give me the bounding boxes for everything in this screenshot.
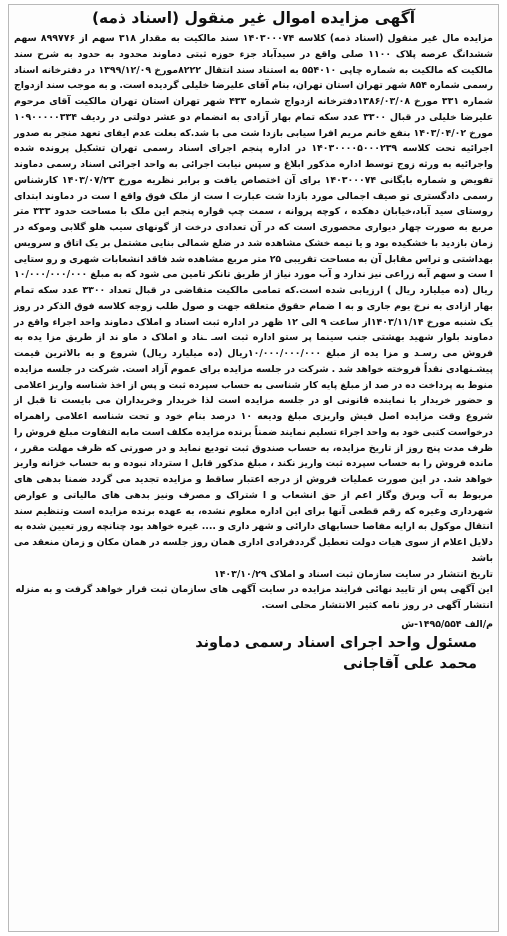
publish-date-line: تاریخ انتشار در سایت سازمان ثبت اسناد و املاک ۱۴۰۳/۱۰/۲۹ (213, 568, 493, 580)
auction-notice (8, 4, 499, 932)
notice-title: آگهی مزایده اموال غیر منقول (اسناد ذمه) (91, 9, 416, 27)
signature-block (14, 617, 493, 675)
signatory-title: مسئول واحد اجرای اسناد رسمی دماوند (195, 634, 477, 651)
notice-body: مزایده مال غیر منقول (اسناد ذمه) کلاسه ۱۴۰۳۰۰۰۷۴ سند مالکیت به مقدار ۳۱۸ سهم از ۸۹۹۷۷۶ سهم ششدانگ عرصه پلاک ۱۱۰۰ صلی واقع در سیدآباد جزء حوزه ثبتی دماوند محدود به حدود به شرح سند مالکیت که مالکیت به شماره چاپی ۵۵۴۰۱۰ به استناد سند انتقال ۸۲۲۲مورخ ۱۳۹۹/۱۲/۰۹ در دفترخانه اسناد رسمی شماره ۸۵۴ شهر تهران استان تهران، بنام آقای علیرضا خلیلی گردیده است. و به موجب سند ازدواج شماره ۳۳۱ مورخ ۱۳۸۶/۰۳/۰۸دفترخانه ازدواج شماره ۴۳۳ شهر تهران استان تهران مالکیت آقای مرحوم علیرضا خلیلی در قبال ۳۳۰۰ عدد سکه تمام بهار آزادی به انضمام دو عشر دولتی در ردیف ۱۰۹۰۰۰۰۰۳۳۴ مورخ ۱۴۰۳/۰۴/۰۲ بنفع خانم مریم افرا سیابی بازدا شت می با شد.که بعلت عدم ایفای تعهد منجر به صدور اجرائیه تحت کلاسه ۱۴۰۳۰۰۰۰۵۰۰۰۲۳۹ در اداره پنجم اجرای اسناد رسمی تهران تشکیل پرونده شده واجرائیه به ورثه زوج توسط اداره مذکور ابلاغ و سپس نیابت اجرائی به واحد اجرائی اسناد رسمی دماوند تفویض و شماره بایگانی ۱۴۰۳۰۰۰۷۴ برای آن اختصاص یافت و برابر نظریه مورخ ۱۴۰۳/۰۷/۲۳ کارشناس رسمی دادگستری تو صیف اجمالی مورد بازدا شت عبارت ا ست از ملک فوق واقع ا ست در دماوند ابتدای روستای سید آباد،خیابان دهکده ، کوچه پروانه ، سمت چپ قواره پنجم این ملک با مساحت حدود ۳۳۳ متر مربع به صورت چهار دیواری محصوری است که در آن تعدادی درخت از گونهای سیب هلو گلابی وموکه در زمان بازدید با خشکیده بود و یا نیمه خشک مشاهده شد در ضلع شمالی بنایی مشتمل بر یک اتاق و سرویس بهداشتی و تراس مقابل آن به مساحت تقریبی ۲۵ متر مربع مشاهده شد فاقد انشعابات شهری و رو ستایی ا ست و سهم آبه زراعی نیز ندارد و آب مورد نیاز از طریق تانکر تامین می شود که به مبلغ ۱۰/۰۰۰/۰۰۰/۰۰۰ ریال (ده میلیارد ریال ) ارزیابی شده است.که تمامی مالکیت متقاضی در قبال تعداد ۳۳۰۰ عدد سکه تمام بهار ازادی به نرخ یوم جاری و به ا ضمام حقوق متعلقه جهت و صول طلب زوجه کلاسه فوق الذکر در روز یک شنبه مورخ ۱۴۰۳/۱۱/۱۴از ساعت ۹ الی ۱۲ ظهر در اداره ثبت اسناد و املاک دماوند واحد اجراء واقع در دماوند بلوار شهید بهشتی جنب سینما پر ستو اداره ثبت اسـ ـناد و املاک د ماو ند از طریق مزا یده به فروش می رسـد و مزا یده از مبلغ ۱۰/۰۰۰/۰۰۰/۰۰۰ریال (ده میلیارد ریال) شروع و به بالاترین قیمت پیشـنهادی نقداً فروخته خواهد شد . شرکت در جلسه مزایده برای عموم آزاد است. شرکت در جلسه مزایده منوط به پرداخت ده در صد از مبلغ پایه کار شناسی به حساب سپرده ثبت و پس از اخذ شناسه واریز اعلامی و حضور خریدار یا نماینده قانونی او در جلسه مزایده است لذا خریدار وخریداران می بایست تا قبل از شروع وقت مزایده اصل فیش واریزی مبلغ ودیعه ۱۰ درصد بنام خود و تحت شناسه اعلامی راهمراه درخواست کتبی خود به واحد اجراء تسلیم نمایند ضمناً برنده مزایده مکلف است مابه التفاوت مبلغ فروش را ظرف مدت پنج روز از تاریخ مزایده، به حساب صندوق ثبت تودیع نماید و در صورتی که ظرف مهلت مقرر ، مانده فروش را به حساب سپرده ثبت واریز نکند ، مبلغ مذکور قابل ا سترداد نبوده و به حساب خزانه واریز خواهد شد. در این صورت عملیات فروش از درجه اعتبار ساقط و مزایده تجدید می گردد ضمنا بدهی های مربوط به آب وبرق وگاز اعم از حق انشعاب و ا شتراک و مصرف ونیز بدهی های مالیاتی و عوارض شهرداری وغیره که رقم قطعی آنها برای این اداره معلوم نشده، به عهده برنده مزایده است وتنظیم سند انتقال موکول به ارایه مفاصا حسابهای دارائی و شهر داری و .... غیره خواهد بود چنانچه روز تعیین شده به دلایل اعلام از سوی هیات دولت تعطیل گرددفرادی اداری همان روز جلسه در همان مکان و زمان منعقد می باشد (14, 33, 493, 564)
footer-note: این آگهی پس از تایید نهائی فرایند مزایده در سایت آگهی های سازمان ثبت قرار خواهد گرفت و به منزله انتشار آگهی در روز نامه کثیر الانتشار محلی است. (15, 584, 493, 611)
reference-number: م/الف ۱۴۹۵/۵۵۴-ش (401, 618, 493, 630)
signatory-name: محمد علی آقاجانی (342, 655, 477, 672)
